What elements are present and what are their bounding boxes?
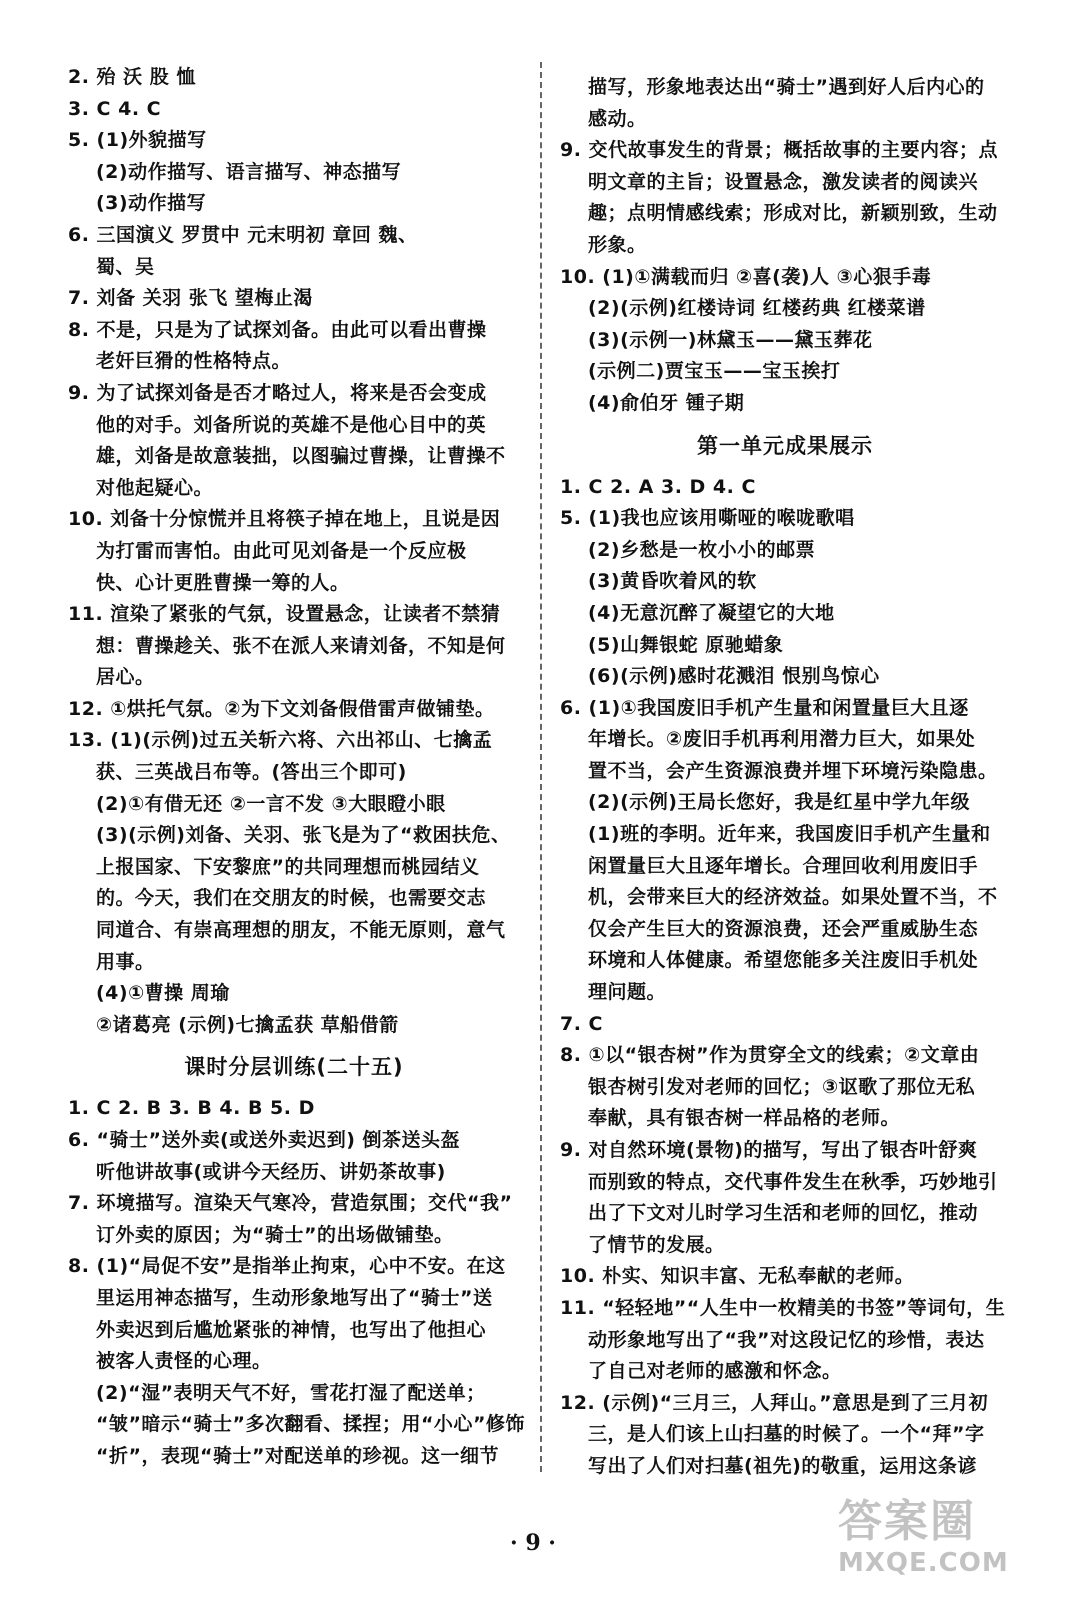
- answer-line: (示例二)贾宝玉——宝玉挨打: [588, 360, 841, 383]
- answer-line: 9. 对自然环境(景物)的描写，写出了银杏叶舒爽: [560, 1139, 978, 1161]
- answer-line: 3. C 4. C: [68, 97, 162, 120]
- answer-line: (2)“湿”表明天气不好，雪花打湿了配送单；: [96, 1381, 486, 1404]
- answer-line: 5. (1)我也应该用嘶哑的喉咙歌唱: [560, 507, 855, 530]
- answer-line: (2)乡愁是一枚小小的邮票: [588, 538, 816, 561]
- answer-line: 老奸巨猾的性格特点。: [96, 350, 292, 373]
- answer-line: (2)动作描写、语言描写、神态描写: [96, 160, 402, 183]
- answer-line: 出了下文对儿时学习生活和老师的回忆，推动: [588, 1202, 979, 1225]
- section-heading: 第一单元成果展示: [697, 433, 873, 458]
- answer-line: 12. ①烘托气氛。②为下文刘备假借雷声做铺垫。: [68, 697, 495, 720]
- answer-line: (1)班的李明。近年来，我国废旧手机产生量和: [588, 823, 991, 846]
- answer-line: 他的对手。刘备所说的英雄不是他心目中的英: [96, 413, 487, 436]
- answer-line: (4)①曹操 周瑜: [96, 982, 230, 1005]
- right-column: [560, 72, 1010, 1483]
- answer-line: 6. 三国演义 罗贯中 元末明初 章回 魏、: [68, 223, 418, 246]
- answer-line: 12. (示例)“三月三，人拜山。”意思是到了三月初: [560, 1391, 989, 1414]
- answer-line: 而别致的特点，交代事件发生在秋季，巧妙地引: [588, 1170, 998, 1193]
- answer-line: 听他讲故事(或讲今天经历、讲奶茶故事): [96, 1160, 446, 1183]
- answer-line: 1. C 2. A 3. D 4. C: [560, 475, 756, 498]
- answer-line: (4)俞伯牙 锺子期: [588, 391, 745, 414]
- answer-line: 置不当，会产生资源浪费并埋下环境污染隐患。: [588, 759, 998, 782]
- answer-line: 9. 为了试探刘备是否才略过人，将来是否会变成: [68, 381, 487, 404]
- answer-line: 居心。: [96, 666, 155, 689]
- answer-line: 感动。: [588, 107, 647, 130]
- answer-line: 奉献，具有银杏树一样品格的老师。: [588, 1107, 901, 1130]
- answer-line: 获、三英战吕布等。(答出三个即可): [96, 761, 407, 784]
- answer-line: 明文章的主旨；设置悬念，激发读者的阅读兴: [588, 170, 979, 193]
- answer-line: 银杏树引发对老师的回忆；③讴歌了那位无私: [588, 1075, 976, 1098]
- answer-line: 趣；点明情感线索；形成对比，新颖别致，生动: [588, 202, 998, 225]
- answer-line: “皱”暗示“骑士”多次翻看、揉捏；用“小心”修饰: [96, 1413, 525, 1436]
- answer-line: 仅会产生巨大的资源浪费，还会严重威胁生态: [588, 917, 979, 940]
- watermark-mark: 答案圈: [838, 1496, 976, 1547]
- answer-line: 7. 刘备 关羽 张飞 望梅止渴: [68, 287, 313, 310]
- answer-line: 9. 交代故事发生的背景；概括故事的主要内容；点: [560, 139, 999, 162]
- answer-line: “折”，表现“骑士”对配送单的珍视。这一细节: [96, 1444, 499, 1467]
- answer-line: 10. 朴实、知识丰富、无私奉献的老师。: [560, 1265, 915, 1288]
- answer-line: 机，会带来巨大的经济效益。如果处置不当，不: [588, 886, 998, 909]
- answer-line: (6)(示例)感时花溅泪 恨别鸟惊心: [588, 665, 880, 688]
- answer-line: 11. 渲染了紧张的气氛，设置悬念，让读者不禁猜: [68, 603, 501, 626]
- left-column: [68, 62, 525, 1473]
- answer-line: (2)(示例)王局长您好，我是红星中学九年级: [588, 791, 970, 814]
- answer-line: 形象。: [588, 233, 647, 256]
- answer-line: 1. C 2. B 3. B 4. B 5. D: [68, 1097, 315, 1120]
- answer-line: 7. 环境描写。渲染天气寒冷，营造氛围；交代“我”: [68, 1192, 513, 1215]
- answer-line: 13. (1)(示例)过五关斩六将、六出祁山、七擒孟: [68, 729, 493, 752]
- answer-line: (3)黄昏吹着风的软: [588, 570, 757, 593]
- answer-line: (3)(示例)刘备、关羽、张飞是为了“救困扶危、: [96, 824, 511, 847]
- answer-line: (2)(示例)红楼诗词 红楼药典 红楼菜谱: [588, 297, 926, 320]
- answer-line: 8. ①以“银杏树”作为贯穿全文的线索；②文章由: [560, 1044, 980, 1067]
- watermark-logo: [838, 1496, 1048, 1592]
- answer-line: 订外卖的原因；为“骑士”的出场做铺垫。: [96, 1223, 454, 1246]
- answer-line: 7. C: [560, 1012, 603, 1035]
- answer-line: 上报国家、下安黎庶”的共同理想而桃园结义: [96, 855, 480, 878]
- answer-line: 10. 刘备十分惊慌并且将筷子掉在地上，且说是因: [68, 508, 501, 531]
- answer-line: 用事。: [96, 950, 155, 973]
- answer-line: 2. 殆 沃 股 恤: [68, 66, 196, 88]
- answer-line: 想：曹操趁关、张不在派人来请刘备，不知是何: [96, 634, 506, 657]
- answer-line: 11. “轻轻地”“人生中一枚精美的书签”等词句，生: [560, 1296, 1006, 1319]
- watermark-url: MXQE.COM: [838, 1548, 1009, 1578]
- answer-line: 了情节的发展。: [588, 1233, 725, 1256]
- answer-line: (3)动作描写: [96, 192, 207, 215]
- answer-line: 三，是人们该上山扫墓的时候了。一个“拜”字: [588, 1423, 985, 1446]
- answer-line: 同道合、有崇高理想的朋友，不能无原则，意气: [96, 919, 506, 942]
- answer-line: ②诸葛亮 (示例)七擒孟获 草船借箭: [96, 1013, 399, 1036]
- answer-line: 蜀、吴: [96, 255, 155, 278]
- answer-line: 动形象地写出了“我”对这段记忆的珍惜，表达: [588, 1328, 985, 1351]
- answer-line: 的。今天，我们在交朋友的时候，也需要交志: [96, 887, 487, 910]
- answer-line: 10. (1)①满载而归 ②喜(袭)人 ③心狠手毒: [560, 265, 932, 288]
- answer-line: 8. 不是，只是为了试探刘备。由此可以看出曹操: [68, 318, 487, 341]
- answer-line: 闲置量巨大且逐年增长。合理回收利用废旧手: [588, 854, 979, 877]
- answer-line: (2)①有借无还 ②一言不发 ③大眼瞪小眼: [96, 792, 446, 815]
- answer-line: (4)无意沉醉了凝望它的大地: [588, 601, 835, 624]
- answer-line: 快、心计更胜曹操一筹的人。: [96, 571, 350, 594]
- answer-line: 年增长。②废旧手机再利用潜力巨大，如果处: [588, 728, 976, 751]
- column-divider: [540, 62, 542, 1472]
- answer-line: (5)山舞银蛇 原驰蜡象: [588, 633, 784, 656]
- answer-line: 8. (1)“局促不安”是指举止拘束，心中不安。在这: [68, 1255, 506, 1278]
- answer-line: (3)(示例一)林黛玉——黛玉葬花: [588, 328, 873, 351]
- answer-line: 5. (1)外貌描写: [68, 129, 207, 152]
- answer-line: 6. “骑士”送外卖(或送外卖迟到) 倒茶送头盔: [68, 1129, 461, 1151]
- answer-line: 6. (1)①我国废旧手机产生量和闲置量巨大且逐: [560, 696, 969, 719]
- answer-line: 里运用神态描写，生动形象地写出了“骑士”送: [96, 1286, 493, 1309]
- answer-line: 写出了人们对扫墓(祖先)的敬重，运用这条谚: [588, 1454, 977, 1477]
- page-number: · 9 ·: [510, 1530, 556, 1556]
- answer-line: 描写，形象地表达出“骑士”遇到好人后内心的: [588, 76, 985, 98]
- answer-line: 对他起疑心。: [96, 476, 214, 499]
- answer-line: 被客人责怪的心理。: [96, 1350, 272, 1373]
- answer-line: 雄，刘备是故意装拙，以图骗过曹操，让曹操不: [96, 445, 506, 468]
- answer-line: 环境和人体健康。希望您能多关注废旧手机处: [588, 949, 979, 972]
- answer-line: 为打雷而害怕。由此可见刘备是一个反应极: [96, 539, 467, 562]
- answer-line: 了自己对老师的感激和怀念。: [588, 1360, 842, 1383]
- answer-line: 外卖迟到后尴尬紧张的神情，也写出了他担心: [96, 1318, 487, 1341]
- answer-line: 理问题。: [588, 981, 667, 1004]
- section-heading: 课时分层训练(二十五): [184, 1055, 404, 1080]
